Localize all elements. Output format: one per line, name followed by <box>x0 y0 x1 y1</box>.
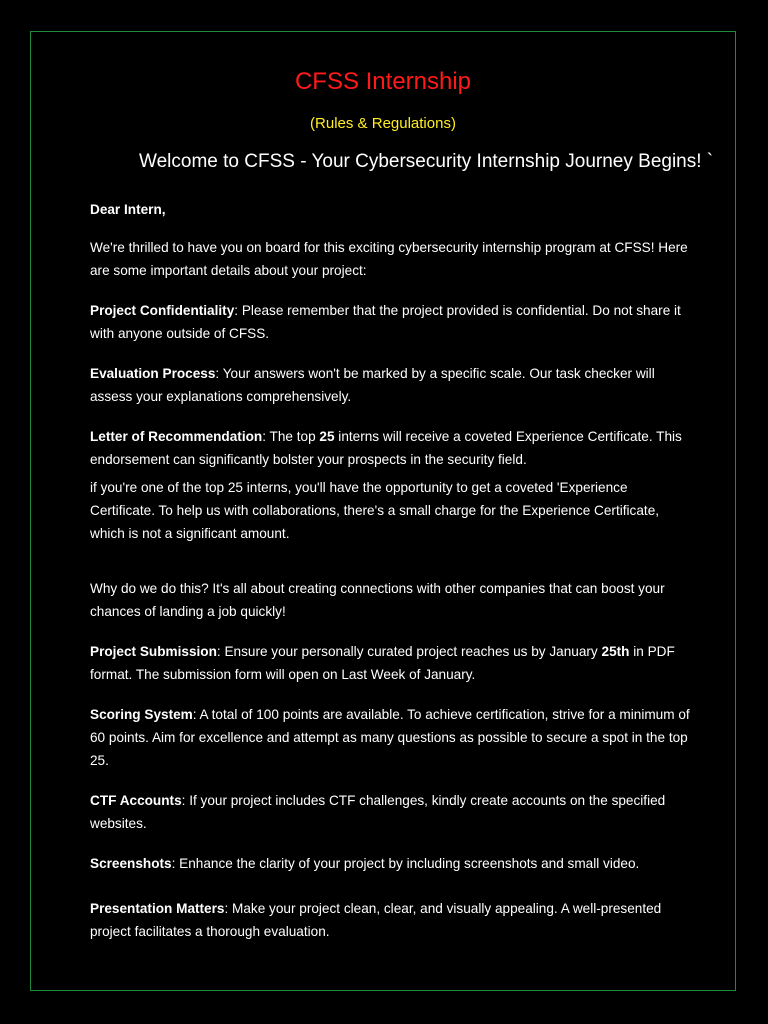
confidentiality-text: : Please remember that the project provided is confidential. Do not share it with anyone outside of CFSS. <box>90 303 681 341</box>
scoring-label: Scoring System <box>90 707 193 722</box>
recommendation-paragraph <box>90 425 690 471</box>
recommendation-label: Letter of Recommendation <box>90 429 263 444</box>
submission-date: 25th <box>601 644 630 659</box>
evaluation-label: Evaluation Process <box>90 366 216 381</box>
greeting <box>90 198 690 221</box>
presentation-paragraph <box>90 897 690 943</box>
scoring-paragraph <box>90 703 690 772</box>
greeting-text: Dear Intern, <box>90 202 166 217</box>
scoring-text: : A total of 100 points are available. To achieve certification, strive for a minimum of 60 points. Aim for excellence and attempt as many questions as possible to secure a spot in the top 25. <box>90 707 690 768</box>
evaluation-text: : Your answers won't be marked by a specific scale. Our task checker will assess your explanations comprehensively. <box>90 366 655 404</box>
why-paragraph: Why do we do this? It's all about creating connections with other companies that can boost your chances of landing a job quickly! <box>90 581 665 619</box>
presentation-label: Presentation Matters <box>90 901 225 916</box>
intro-paragraph: We're thrilled to have you on board for this exciting cybersecurity internship program at CFSS! Here are some important details about your project: <box>90 240 688 278</box>
welcome-heading: Welcome to CFSS - Your Cybersecurity Internship Journey Begins! ` <box>139 151 714 172</box>
screenshots-text: : Enhance the clarity of your project by including screenshots and small video. <box>171 856 640 871</box>
presentation-text: : Make your project clean, clear, and visually appealing. A well-presented project facilitates a thorough evaluation. <box>90 901 662 939</box>
page-title: CFSS Internship <box>294 68 472 95</box>
recommendation-text-b: interns will receive a coveted Experience Certificate. This endorsement can significantly bolster your prospects in the security field. <box>90 429 682 467</box>
page-subtitle: (Rules & Regulations) <box>310 115 456 132</box>
certificate-note-paragraph: if you're one of the top 25 interns, you'll have the opportunity to get a coveted 'Experience Certificate. To help us with collaborations, there's a small charge for the Experience Certificate, which is not a significant amount. <box>90 480 660 541</box>
submission-label: Project Submission <box>90 644 217 659</box>
ctf-paragraph <box>90 789 690 835</box>
ctf-label: CTF Accounts <box>90 793 182 808</box>
submission-text-b: in PDF format. The submission form will open on Last Week of January. <box>90 644 675 682</box>
confidentiality-paragraph <box>90 299 690 345</box>
recommendation-number: 25 <box>319 429 335 444</box>
submission-paragraph <box>90 640 690 686</box>
screenshots-paragraph <box>90 852 690 875</box>
ctf-text: : If your project includes CTF challenges, kindly create accounts on the specified websites. <box>90 793 666 831</box>
confidentiality-label: Project Confidentiality <box>90 303 235 318</box>
evaluation-paragraph <box>90 362 690 408</box>
screenshots-label: Screenshots <box>90 856 172 871</box>
recommendation-text-a: : The top <box>262 429 320 444</box>
document-page <box>30 31 736 991</box>
submission-text-a: : Ensure your personally curated project reaches us by January <box>216 644 602 659</box>
